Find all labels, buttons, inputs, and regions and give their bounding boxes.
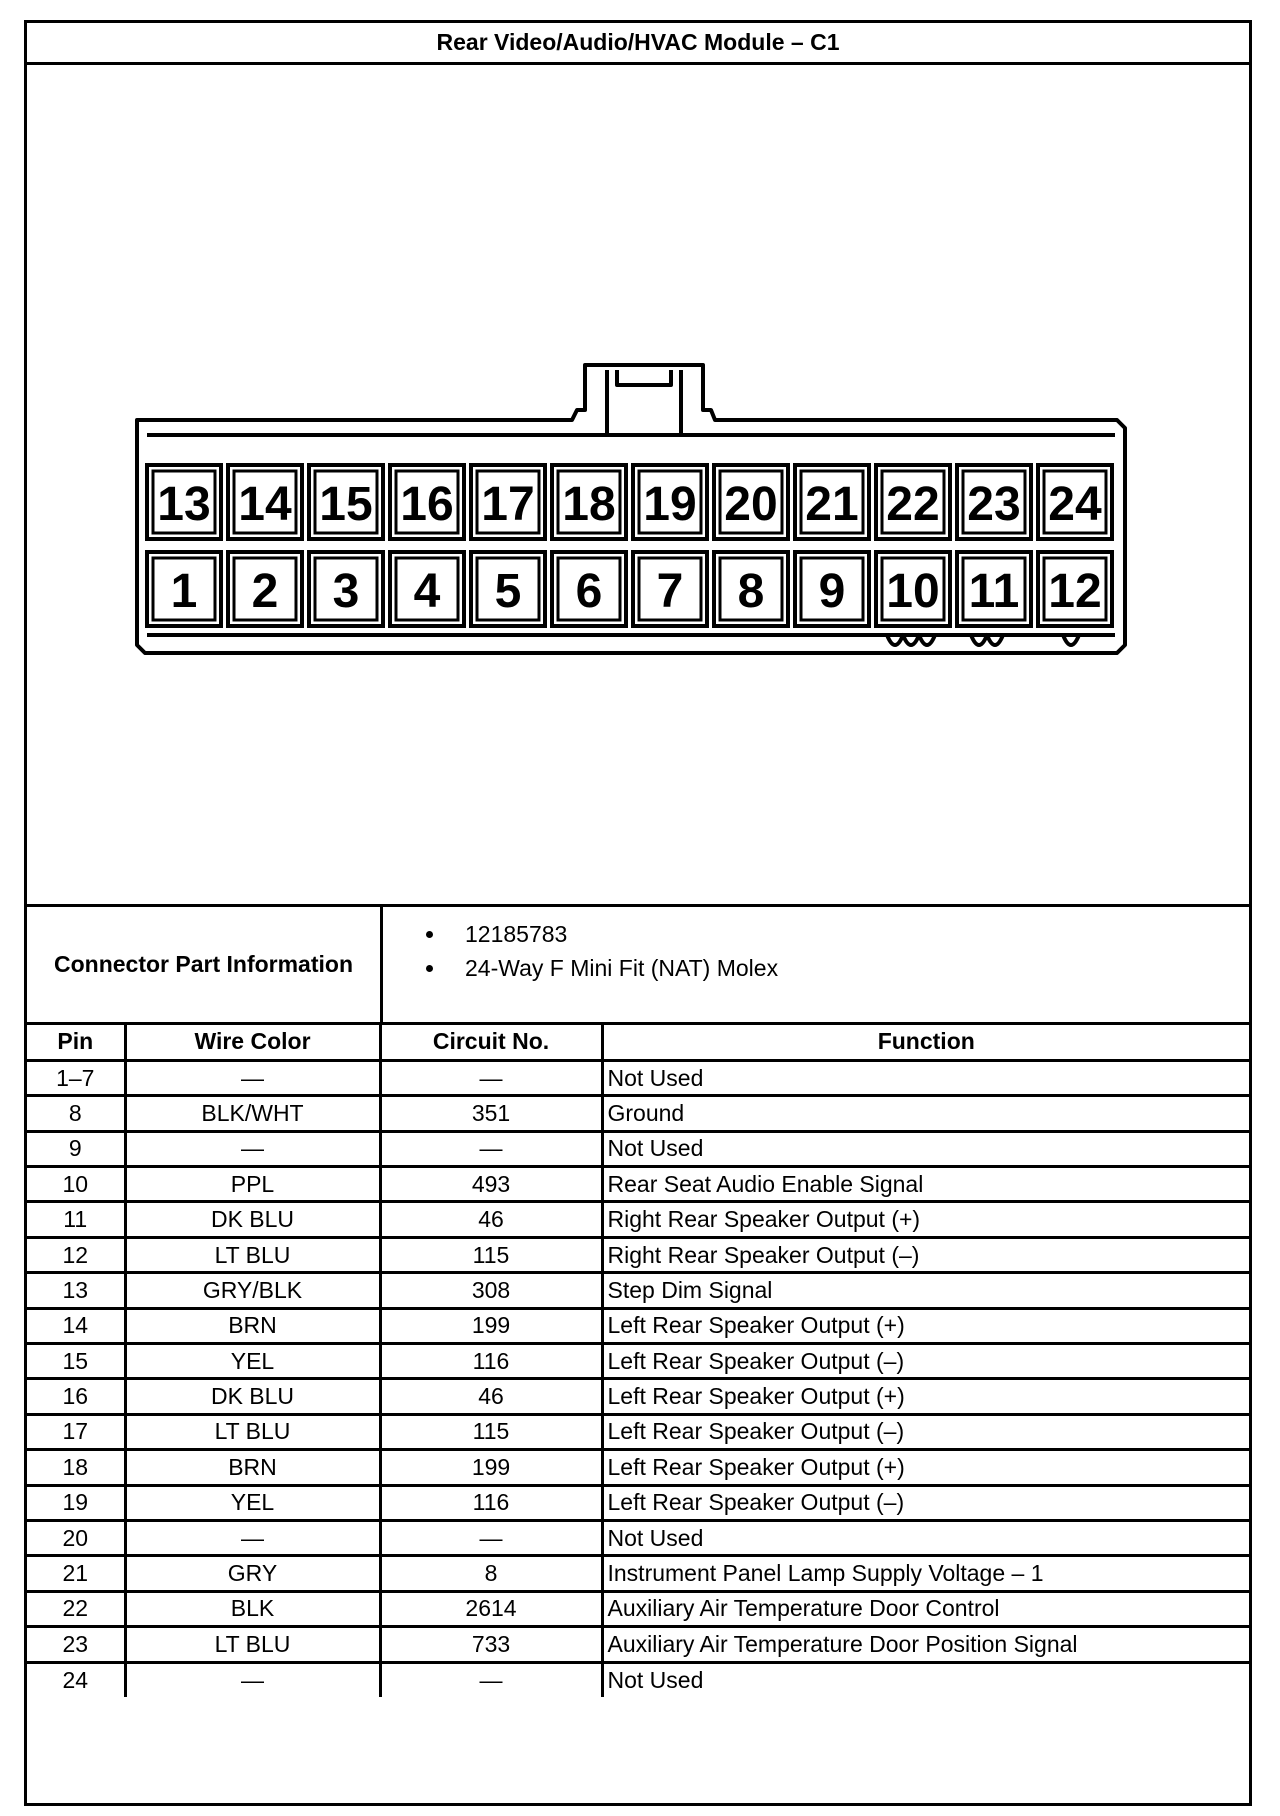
pin-number: 14 xyxy=(238,478,292,531)
cell-wire-color: — xyxy=(125,1131,380,1166)
cell-wire-color: BRN xyxy=(125,1450,380,1485)
cell-pin: 12 xyxy=(27,1237,125,1272)
cell-pin: 20 xyxy=(27,1520,125,1555)
cell-wire-color: — xyxy=(125,1662,380,1697)
table-row xyxy=(27,1485,1249,1520)
cell-pin: 10 xyxy=(27,1167,125,1202)
table-row xyxy=(27,1308,1249,1343)
cell-circuit-no: 308 xyxy=(380,1273,602,1308)
cell-pin: 8 xyxy=(27,1096,125,1131)
pin-cavity xyxy=(228,552,302,626)
table-row xyxy=(27,1520,1249,1555)
cell-function: Rear Seat Audio Enable Signal xyxy=(602,1167,1249,1202)
table-header-row xyxy=(27,1025,1249,1060)
cell-function: Instrument Panel Lamp Supply Voltage – 1 xyxy=(602,1556,1249,1591)
cell-wire-color: LT BLU xyxy=(125,1627,380,1662)
pin-cavity xyxy=(309,465,383,539)
cell-function: Auxiliary Air Temperature Door Position Signal xyxy=(602,1627,1249,1662)
table-row xyxy=(27,1096,1249,1131)
pin-number: 7 xyxy=(656,565,684,618)
table-row xyxy=(27,1414,1249,1449)
pin-cavity xyxy=(390,465,464,539)
pin-cavity xyxy=(1038,552,1112,626)
pin-number: 1 xyxy=(170,565,198,618)
cell-function: Not Used xyxy=(602,1662,1249,1697)
cell-function: Right Rear Speaker Output (–) xyxy=(602,1237,1249,1272)
connector-part-info-list xyxy=(383,907,1249,1022)
connector-diagram xyxy=(27,65,1249,907)
pin-number: 8 xyxy=(737,565,765,618)
cell-pin: 9 xyxy=(27,1131,125,1166)
cell-wire-color: LT BLU xyxy=(125,1414,380,1449)
cell-wire-color: BLK/WHT xyxy=(125,1096,380,1131)
pin-cavity xyxy=(795,552,869,626)
cell-circuit-no: 199 xyxy=(380,1450,602,1485)
cell-wire-color: GRY/BLK xyxy=(125,1273,380,1308)
connector-part-info xyxy=(27,907,1249,1025)
cell-wire-color: DK BLU xyxy=(125,1379,380,1414)
cell-function: Not Used xyxy=(602,1131,1249,1166)
table-row xyxy=(27,1627,1249,1662)
table-row xyxy=(27,1202,1249,1237)
pin-cavity xyxy=(471,552,545,626)
pin-number: 22 xyxy=(886,478,940,531)
pin-cavity xyxy=(552,552,626,626)
table-row xyxy=(27,1237,1249,1272)
cell-function: Not Used xyxy=(602,1520,1249,1555)
pin-number: 17 xyxy=(481,478,535,531)
cell-wire-color: BRN xyxy=(125,1308,380,1343)
connector-description: • 24-Way F Mini Fit (NAT) Molex xyxy=(447,951,1249,985)
pin-number: 21 xyxy=(805,478,859,531)
cell-circuit-no: 199 xyxy=(380,1308,602,1343)
pin-number: 5 xyxy=(494,565,522,618)
cell-wire-color: — xyxy=(125,1060,380,1095)
header-pin: Pin xyxy=(27,1025,125,1060)
cell-circuit-no: 46 xyxy=(380,1379,602,1414)
cell-wire-color: YEL xyxy=(125,1344,380,1379)
table-row xyxy=(27,1131,1249,1166)
table-row xyxy=(27,1662,1249,1697)
pin-cavity xyxy=(309,552,383,626)
cell-circuit-no: 351 xyxy=(380,1096,602,1131)
cell-pin: 15 xyxy=(27,1344,125,1379)
cell-circuit-no: 115 xyxy=(380,1237,602,1272)
cell-circuit-no: 116 xyxy=(380,1485,602,1520)
table-row xyxy=(27,1273,1249,1308)
cell-circuit-no: 46 xyxy=(380,1202,602,1237)
pin-cavity xyxy=(714,552,788,626)
pin-cavity xyxy=(876,552,950,626)
pin-number: 13 xyxy=(157,478,211,531)
pin-cavity xyxy=(1038,465,1112,539)
cell-circuit-no: 2614 xyxy=(380,1591,602,1626)
cell-function: Step Dim Signal xyxy=(602,1273,1249,1308)
cell-pin: 22 xyxy=(27,1591,125,1626)
cell-wire-color: YEL xyxy=(125,1485,380,1520)
pin-cavity xyxy=(633,465,707,539)
pin-number: 18 xyxy=(562,478,616,531)
cell-wire-color: GRY xyxy=(125,1556,380,1591)
cell-circuit-no: — xyxy=(380,1060,602,1095)
cell-function: Left Rear Speaker Output (–) xyxy=(602,1344,1249,1379)
header-circuit-no: Circuit No. xyxy=(380,1025,602,1060)
pin-number: 4 xyxy=(413,565,441,618)
pin-number: 12 xyxy=(1048,565,1102,618)
pin-number: 11 xyxy=(968,565,1020,618)
cell-pin: 18 xyxy=(27,1450,125,1485)
cell-circuit-no: — xyxy=(380,1131,602,1166)
cell-pin: 1–7 xyxy=(27,1060,125,1095)
cell-wire-color: DK BLU xyxy=(125,1202,380,1237)
pin-cavity xyxy=(147,552,221,626)
pin-cavity xyxy=(633,552,707,626)
pin-cavity xyxy=(228,465,302,539)
cell-circuit-no: — xyxy=(380,1662,602,1697)
pin-cavity xyxy=(957,552,1031,626)
pin-cavity xyxy=(147,465,221,539)
pin-cavity xyxy=(471,465,545,539)
cell-pin: 11 xyxy=(27,1202,125,1237)
pin-number: 15 xyxy=(319,478,373,531)
cell-pin: 21 xyxy=(27,1556,125,1591)
cell-function: Left Rear Speaker Output (+) xyxy=(602,1308,1249,1343)
cell-circuit-no: 8 xyxy=(380,1556,602,1591)
table-row xyxy=(27,1591,1249,1626)
connector-part-info-label: Connector Part Information xyxy=(27,907,383,1022)
cell-pin: 23 xyxy=(27,1627,125,1662)
pin-number: 23 xyxy=(967,478,1021,531)
cell-function: Left Rear Speaker Output (–) xyxy=(602,1414,1249,1449)
cell-function: Left Rear Speaker Output (+) xyxy=(602,1450,1249,1485)
page-title: Rear Video/Audio/HVAC Module – C1 xyxy=(27,23,1249,65)
cell-function: Ground xyxy=(602,1096,1249,1131)
cell-wire-color: PPL xyxy=(125,1167,380,1202)
pin-number: 19 xyxy=(643,478,697,531)
pin-number: 20 xyxy=(724,478,778,531)
pin-number: 10 xyxy=(886,565,940,618)
cell-function: Right Rear Speaker Output (+) xyxy=(602,1202,1249,1237)
cell-function: Left Rear Speaker Output (+) xyxy=(602,1379,1249,1414)
table-row xyxy=(27,1344,1249,1379)
pinout-table xyxy=(27,1025,1249,1697)
pin-number: 6 xyxy=(575,565,603,618)
pin-cavity xyxy=(795,465,869,539)
pin-number: 2 xyxy=(251,565,279,618)
table-row xyxy=(27,1450,1249,1485)
locking-tab xyxy=(607,370,681,437)
cell-wire-color: — xyxy=(125,1520,380,1555)
header-function: Function xyxy=(602,1025,1249,1060)
cell-pin: 16 xyxy=(27,1379,125,1414)
cell-pin: 17 xyxy=(27,1414,125,1449)
connector-face-drawing xyxy=(27,65,1249,904)
header-wire-color: Wire Color xyxy=(125,1025,380,1060)
connector-sheet xyxy=(24,20,1252,1806)
cell-function: Auxiliary Air Temperature Door Control xyxy=(602,1591,1249,1626)
table-row xyxy=(27,1167,1249,1202)
cell-wire-color: LT BLU xyxy=(125,1237,380,1272)
cell-function: Left Rear Speaker Output (–) xyxy=(602,1485,1249,1520)
cell-circuit-no: 493 xyxy=(380,1167,602,1202)
pin-cavity xyxy=(390,552,464,626)
pin-cavity xyxy=(714,465,788,539)
pin-cavity xyxy=(957,465,1031,539)
cell-circuit-no: 733 xyxy=(380,1627,602,1662)
cell-pin: 19 xyxy=(27,1485,125,1520)
pin-number: 16 xyxy=(400,478,454,531)
pin-cavity xyxy=(552,465,626,539)
table-row xyxy=(27,1379,1249,1414)
pin-number: 3 xyxy=(332,565,360,618)
cell-wire-color: BLK xyxy=(125,1591,380,1626)
table-row xyxy=(27,1060,1249,1095)
pin-number: 9 xyxy=(818,565,846,618)
part-number: • 12185783 xyxy=(447,917,1249,951)
table-row xyxy=(27,1556,1249,1591)
cell-pin: 14 xyxy=(27,1308,125,1343)
cell-circuit-no: — xyxy=(380,1520,602,1555)
pin-number: 24 xyxy=(1048,478,1102,531)
cell-pin: 13 xyxy=(27,1273,125,1308)
cell-circuit-no: 116 xyxy=(380,1344,602,1379)
cell-pin: 24 xyxy=(27,1662,125,1697)
cell-circuit-no: 115 xyxy=(380,1414,602,1449)
pin-cavity xyxy=(876,465,950,539)
cell-function: Not Used xyxy=(602,1060,1249,1095)
